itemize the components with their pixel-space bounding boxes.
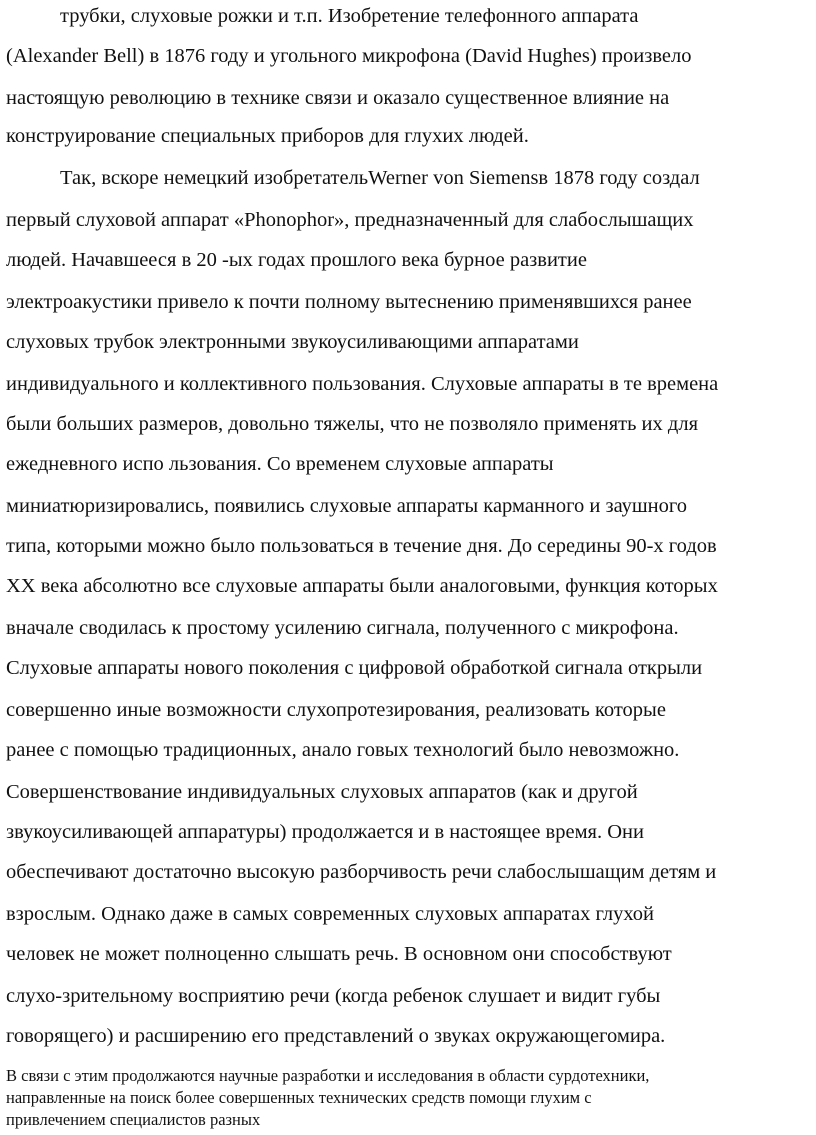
text-line: настоящую революцию в технике связи и оказало существенное влияние на <box>6 87 670 109</box>
text-line: совершенно иные возможности слухопротезирования, реализовать которые <box>6 699 666 721</box>
text-line: человек не может полноценно слышать речь. В основном они способствуют <box>6 943 672 965</box>
text-line: ежедневного испо льзования. Со временем слуховые аппараты <box>6 453 554 475</box>
text-line: миниатюризировались, появились слуховые аппараты карманного и заушного <box>6 495 688 517</box>
text-line: XX века абсолютно все слуховые аппараты были аналоговыми, функция которых <box>6 575 718 597</box>
text-line: первый слуховой аппарат «Phonophor», предназначенный для слабослышащих <box>6 209 694 231</box>
footer-text-line: В связи с этим продолжаются научные разработки и исследования в области сурдотехники, <box>6 1066 650 1085</box>
text-line: звукоусиливающей аппаратуры) продолжается и в настоящее время. Они <box>6 821 644 843</box>
text-line: конструирование специальных приборов для глухих людей. <box>6 125 529 147</box>
text-line: обеспечивают достаточно высокую разборчивость речи слабослышащим детям и <box>6 861 717 883</box>
text-line: взрослым. Однако даже в самых современных слуховых аппаратах глухой <box>6 903 655 925</box>
text-line: трубки, слуховые рожки и т.п. Изобретение телефонного аппарата <box>60 5 639 27</box>
text-line: Совершенствование индивидуальных слуховых аппаратов (как и другой <box>6 781 638 803</box>
text-line: (Alexander Bell) в 1876 году и угольного микрофона (David Hughes) произвело <box>6 45 692 67</box>
text-line: вначале сводилась к простому усилению сигнала, полученного с микрофона. <box>6 617 679 639</box>
text-line: слуховых трубок электронными звукоусиливающими аппаратами <box>6 331 579 353</box>
text-line: Слуховые аппараты нового поколения с цифровой обработкой сигнала открыли <box>6 657 703 679</box>
text-line: были больших размеров, довольно тяжелы, что не позволяло применять их для <box>6 413 698 435</box>
footer-text-line: направленные на поиск более совершенных технических средств помощи глухим с <box>6 1088 592 1107</box>
text-line: типа, которыми можно было пользоваться в течение дня. До середины 90-х годов <box>6 535 717 557</box>
text-line: Так, вскоре немецкий изобретательWerner von Siemensв 1878 году создал <box>60 167 700 189</box>
footer-text-line: привлечением специалистов разных <box>6 1110 261 1129</box>
text-line: людей. Начавшееся в 20 -ых годах прошлого века бурное развитие <box>6 249 587 271</box>
text-line: индивидуального и коллективного пользования. Слуховые аппараты в те времена <box>6 373 719 395</box>
text-line: слухо-зрительному восприятию речи (когда ребенок слушает и видит губы <box>6 985 661 1007</box>
text-line: электроакустики привело к почти полному вытеснению применявшихся ранее <box>6 291 692 313</box>
text-line: ранее с помощью традиционных, анало говых технологий было невозможно. <box>6 739 680 761</box>
text-line: говорящего) и расширению его представлений о звуках окружающегомира. <box>6 1025 666 1047</box>
